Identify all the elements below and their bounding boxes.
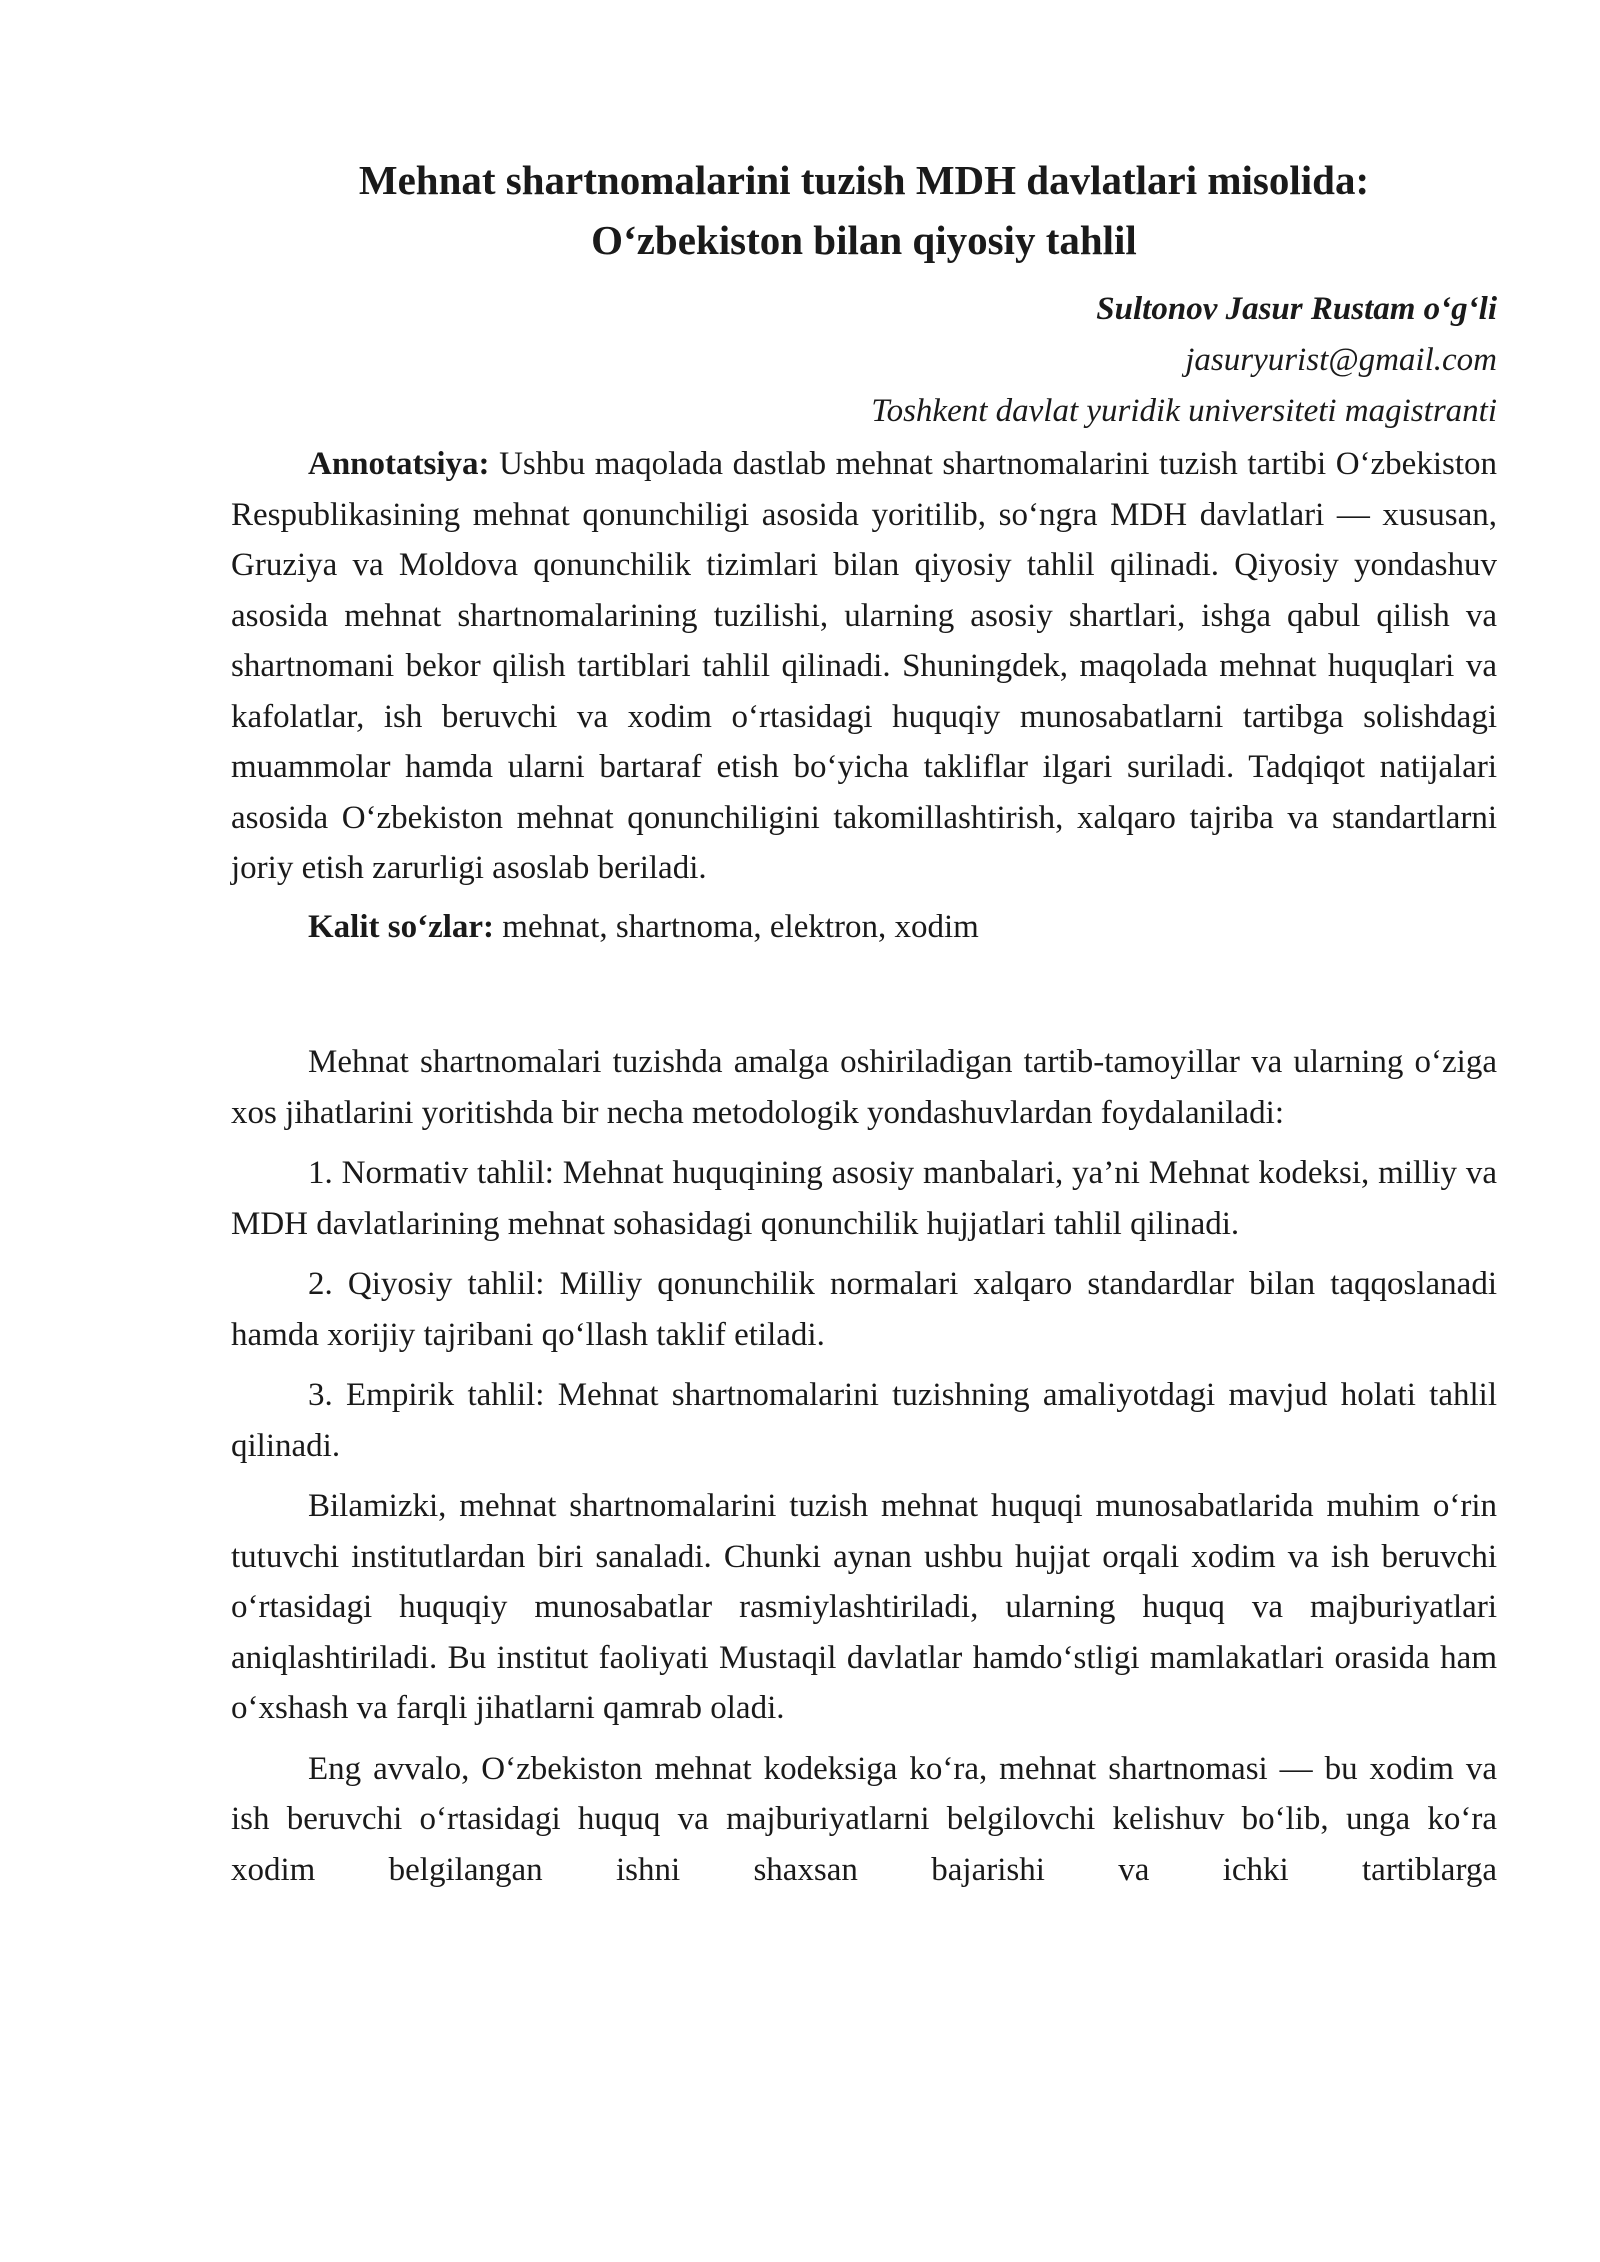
keywords-text: mehnat, shartnoma, elektron, xodim <box>494 908 979 945</box>
abstract-text: Ushbu maqolada dastlab mehnat shartnomalarini tuzish tartibi O‘zbekiston Respublikasining mehnat qonunchiligi asosida yoritilib, so‘ngra MDH davlatlari — xususan, Gruziya va Moldova qonunchilik tizimlari bilan qiyosiy tahlil qilinadi. Qiyosiy yondashuv asosida mehnat shartnomalarining tuzilishi, ularning asosiy shartlari, ishga qabul qilish va shartnomani bekor qilish tartiblari tahlil qilinadi. Shuningdek, maqolada mehnat huquqlari va kafolatlar, ish beruvchi va xodim o‘rtasidagi huquqiy munosabatlarni tartibga solishdagi muammolar hamda ularni bartaraf etish bo‘yicha takliflar ilgari suriladi. Tadqiqot natijalari asosida O‘zbekiston mehnat qonunchiligini takomillashtirish, xalqaro tajriba va standartlarni joriy etish zarurligi asoslab beriladi. <box>231 446 1497 886</box>
keywords-paragraph <box>231 902 1497 953</box>
document-page <box>231 150 1497 1895</box>
abstract-label: Annotatsiya: <box>308 446 490 482</box>
paper-title <box>231 150 1497 270</box>
body-intro-paragraph: Mehnat shartnomalari tuzishda amalga oshiriladigan tartib-tamoyillar va ularning o‘ziga xos jihatlarini yoritishda bir necha metodologik yondashuvlardan foydalaniladi: <box>231 1044 1497 1131</box>
body-paragraph-2: Eng avvalo, O‘zbekiston mehnat kodeksiga ko‘ra, mehnat shartnomasi — bu xodim va ish beruvchi o‘rtasidagi huquq va majburiyatlarni belgilovchi kelishuv bo‘lib, unga ko‘ra xodim belgilangan ishni shaxsan bajarishi va ichki tartiblarga <box>231 1750 1497 1888</box>
author-email: jasuryurist@gmail.com <box>1185 342 1497 378</box>
title-line-1: Mehnat shartnomalarini tuzish MDH davlatlari misolida: <box>358 157 1370 203</box>
author-name: Sultonov Jasur Rustam o‘g‘li <box>1096 291 1497 327</box>
abstract-paragraph <box>231 439 1497 894</box>
author-block <box>231 284 1497 437</box>
method-item-3: 3. Empirik tahlil: Mehnat shartnomalarini tuzishning amaliyotdagi mavjud holati tahlil qilinadi. <box>231 1377 1497 1464</box>
keywords-label: Kalit so‘zlar: <box>308 908 495 945</box>
title-line-2: O‘zbekiston bilan qiyosiy tahlil <box>591 217 1137 263</box>
author-affiliation: Toshkent davlat yuridik universiteti magistranti <box>871 393 1497 429</box>
method-item-2: 2. Qiyosiy tahlil: Milliy qonunchilik normalari xalqaro standardlar bilan taqqoslanadi hamda xorijiy tajribani qo‘llash taklif etiladi. <box>231 1266 1497 1353</box>
method-item-1: 1. Normativ tahlil: Mehnat huquqining asosiy manbalari, ya’ni Mehnat kodeksi, milliy va MDH davlatlarining mehnat sohasidagi qonunchilik hujjatlari tahlil qilinadi. <box>231 1155 1497 1242</box>
body-paragraph-1: Bilamizki, mehnat shartnomalarini tuzish mehnat huquqi munosabatlarida muhim o‘rin tutuvchi institutlardan biri sanaladi. Chunki aynan ushbu hujjat orqali xodim va ish beruvchi o‘rtasidagi huquqiy munosabatlar rasmiylashtiriladi, ularning huquq va majburiyatlari aniqlashtiriladi. Bu institut faoliyati Mustaqil davlatlar hamdo‘stligi mamlakatlari orasida ham o‘xshash va farqli jihatlarni qamrab oladi. <box>231 1488 1497 1726</box>
